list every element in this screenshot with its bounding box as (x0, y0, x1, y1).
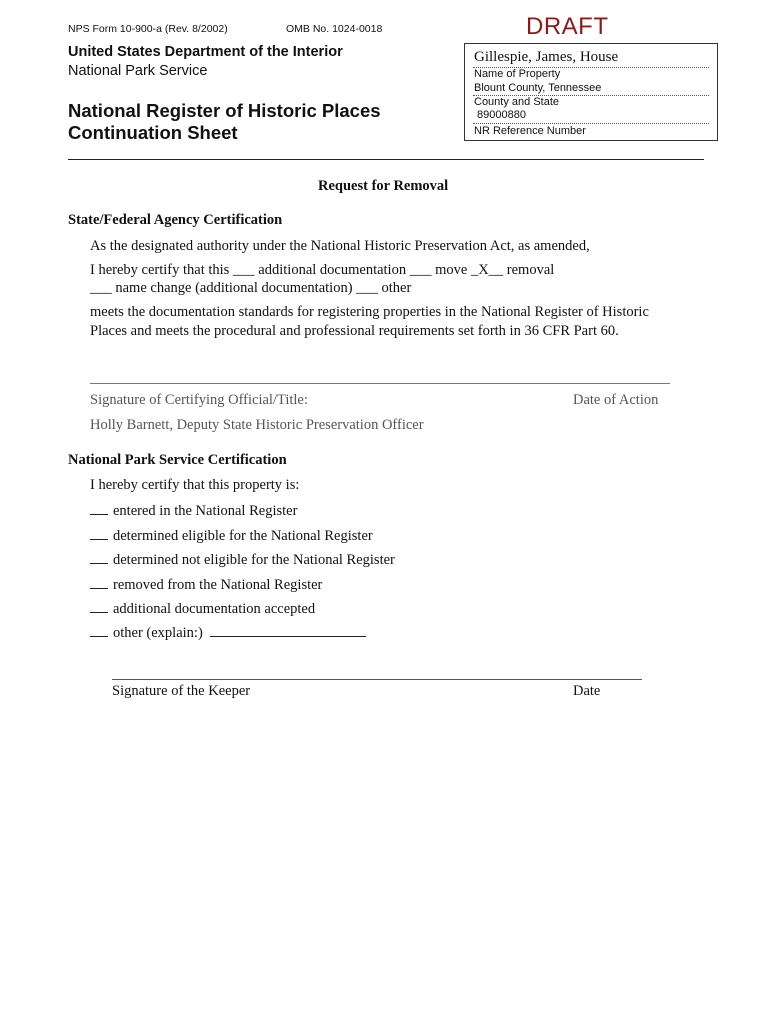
certifying-official-name: Holly Barnett, Deputy State Historic Preservation Officer (90, 417, 424, 433)
nps-cert-intro: I hereby certify that this property is: (90, 477, 300, 493)
page-subtitle: Continuation Sheet (68, 122, 238, 143)
request-title: Request for Removal (318, 178, 449, 194)
checkbox-blank[interactable] (90, 599, 108, 613)
checkbox-blank[interactable] (90, 501, 108, 515)
state-cert-heading: State/Federal Agency Certification (68, 212, 283, 228)
option-not-eligible[interactable] (90, 550, 395, 569)
department-name: United States Department of the Interior (68, 44, 343, 60)
option-eligible[interactable] (90, 526, 373, 545)
property-info-box (464, 43, 718, 141)
certify-prefix: I hereby certify that this ___ additional documentation ___ move (90, 262, 471, 278)
option-additional-doc[interactable] (90, 599, 315, 618)
removal-suffix: removal (503, 262, 555, 278)
page-title: National Register of Historic Places (68, 100, 381, 121)
option-label: determined eligible for the National Register (113, 528, 373, 544)
option-label: removed from the National Register (113, 577, 323, 593)
divider (473, 123, 709, 124)
standards-text-2: Places and meets the procedural and professional requirements set forth in 36 CFR Part 60. (90, 323, 619, 339)
reference-number-label: NR Reference Number (474, 125, 586, 137)
option-label: additional documentation accepted (113, 601, 316, 617)
reference-number: 89000880 (477, 109, 526, 121)
standards-text-1: meets the documentation standards for registering properties in the National Register of Historic (90, 304, 649, 320)
keeper-signature-line (112, 679, 642, 680)
form-number: NPS Form 10-900-a (Rev. 8/2002) (68, 23, 228, 35)
checkbox-blank[interactable] (90, 575, 108, 589)
option-label: entered in the National Register (113, 503, 298, 519)
checkbox-blank[interactable] (90, 550, 108, 564)
header-divider (68, 159, 704, 160)
option-label: other (explain:) (113, 625, 203, 641)
keeper-date-label: Date (573, 683, 601, 699)
option-other[interactable] (90, 623, 366, 642)
official-signature-label: Signature of Certifying Official/Title: (90, 392, 308, 408)
explain-field[interactable] (210, 623, 366, 637)
official-signature-line (90, 383, 670, 384)
omb-number: OMB No. 1024-0018 (286, 23, 383, 35)
property-name: Gillespie, James, House (474, 49, 619, 65)
certify-text (90, 262, 554, 279)
draft-stamp: DRAFT (526, 13, 609, 40)
date-of-action-label: Date of Action (573, 392, 659, 408)
authority-text: As the designated authority under the National Historic Preservation Act, as amended, (90, 238, 590, 254)
option-label: determined not eligible for the National Register (113, 552, 395, 568)
county-state: Blount County, Tennessee (474, 82, 602, 94)
property-name-label: Name of Property (474, 68, 561, 80)
keeper-signature-label: Signature of the Keeper (112, 683, 251, 699)
name-change-text: ___ name change (additional documentation) ___ other (90, 280, 412, 296)
option-removed[interactable] (90, 575, 322, 594)
option-entered[interactable] (90, 501, 297, 520)
checkbox-blank[interactable] (90, 623, 108, 637)
nps-cert-heading: National Park Service Certification (68, 452, 287, 468)
county-state-label: County and State (474, 96, 560, 108)
removal-mark: _X__ (470, 262, 504, 278)
checkbox-blank[interactable] (90, 526, 108, 540)
agency-name: National Park Service (68, 63, 208, 79)
